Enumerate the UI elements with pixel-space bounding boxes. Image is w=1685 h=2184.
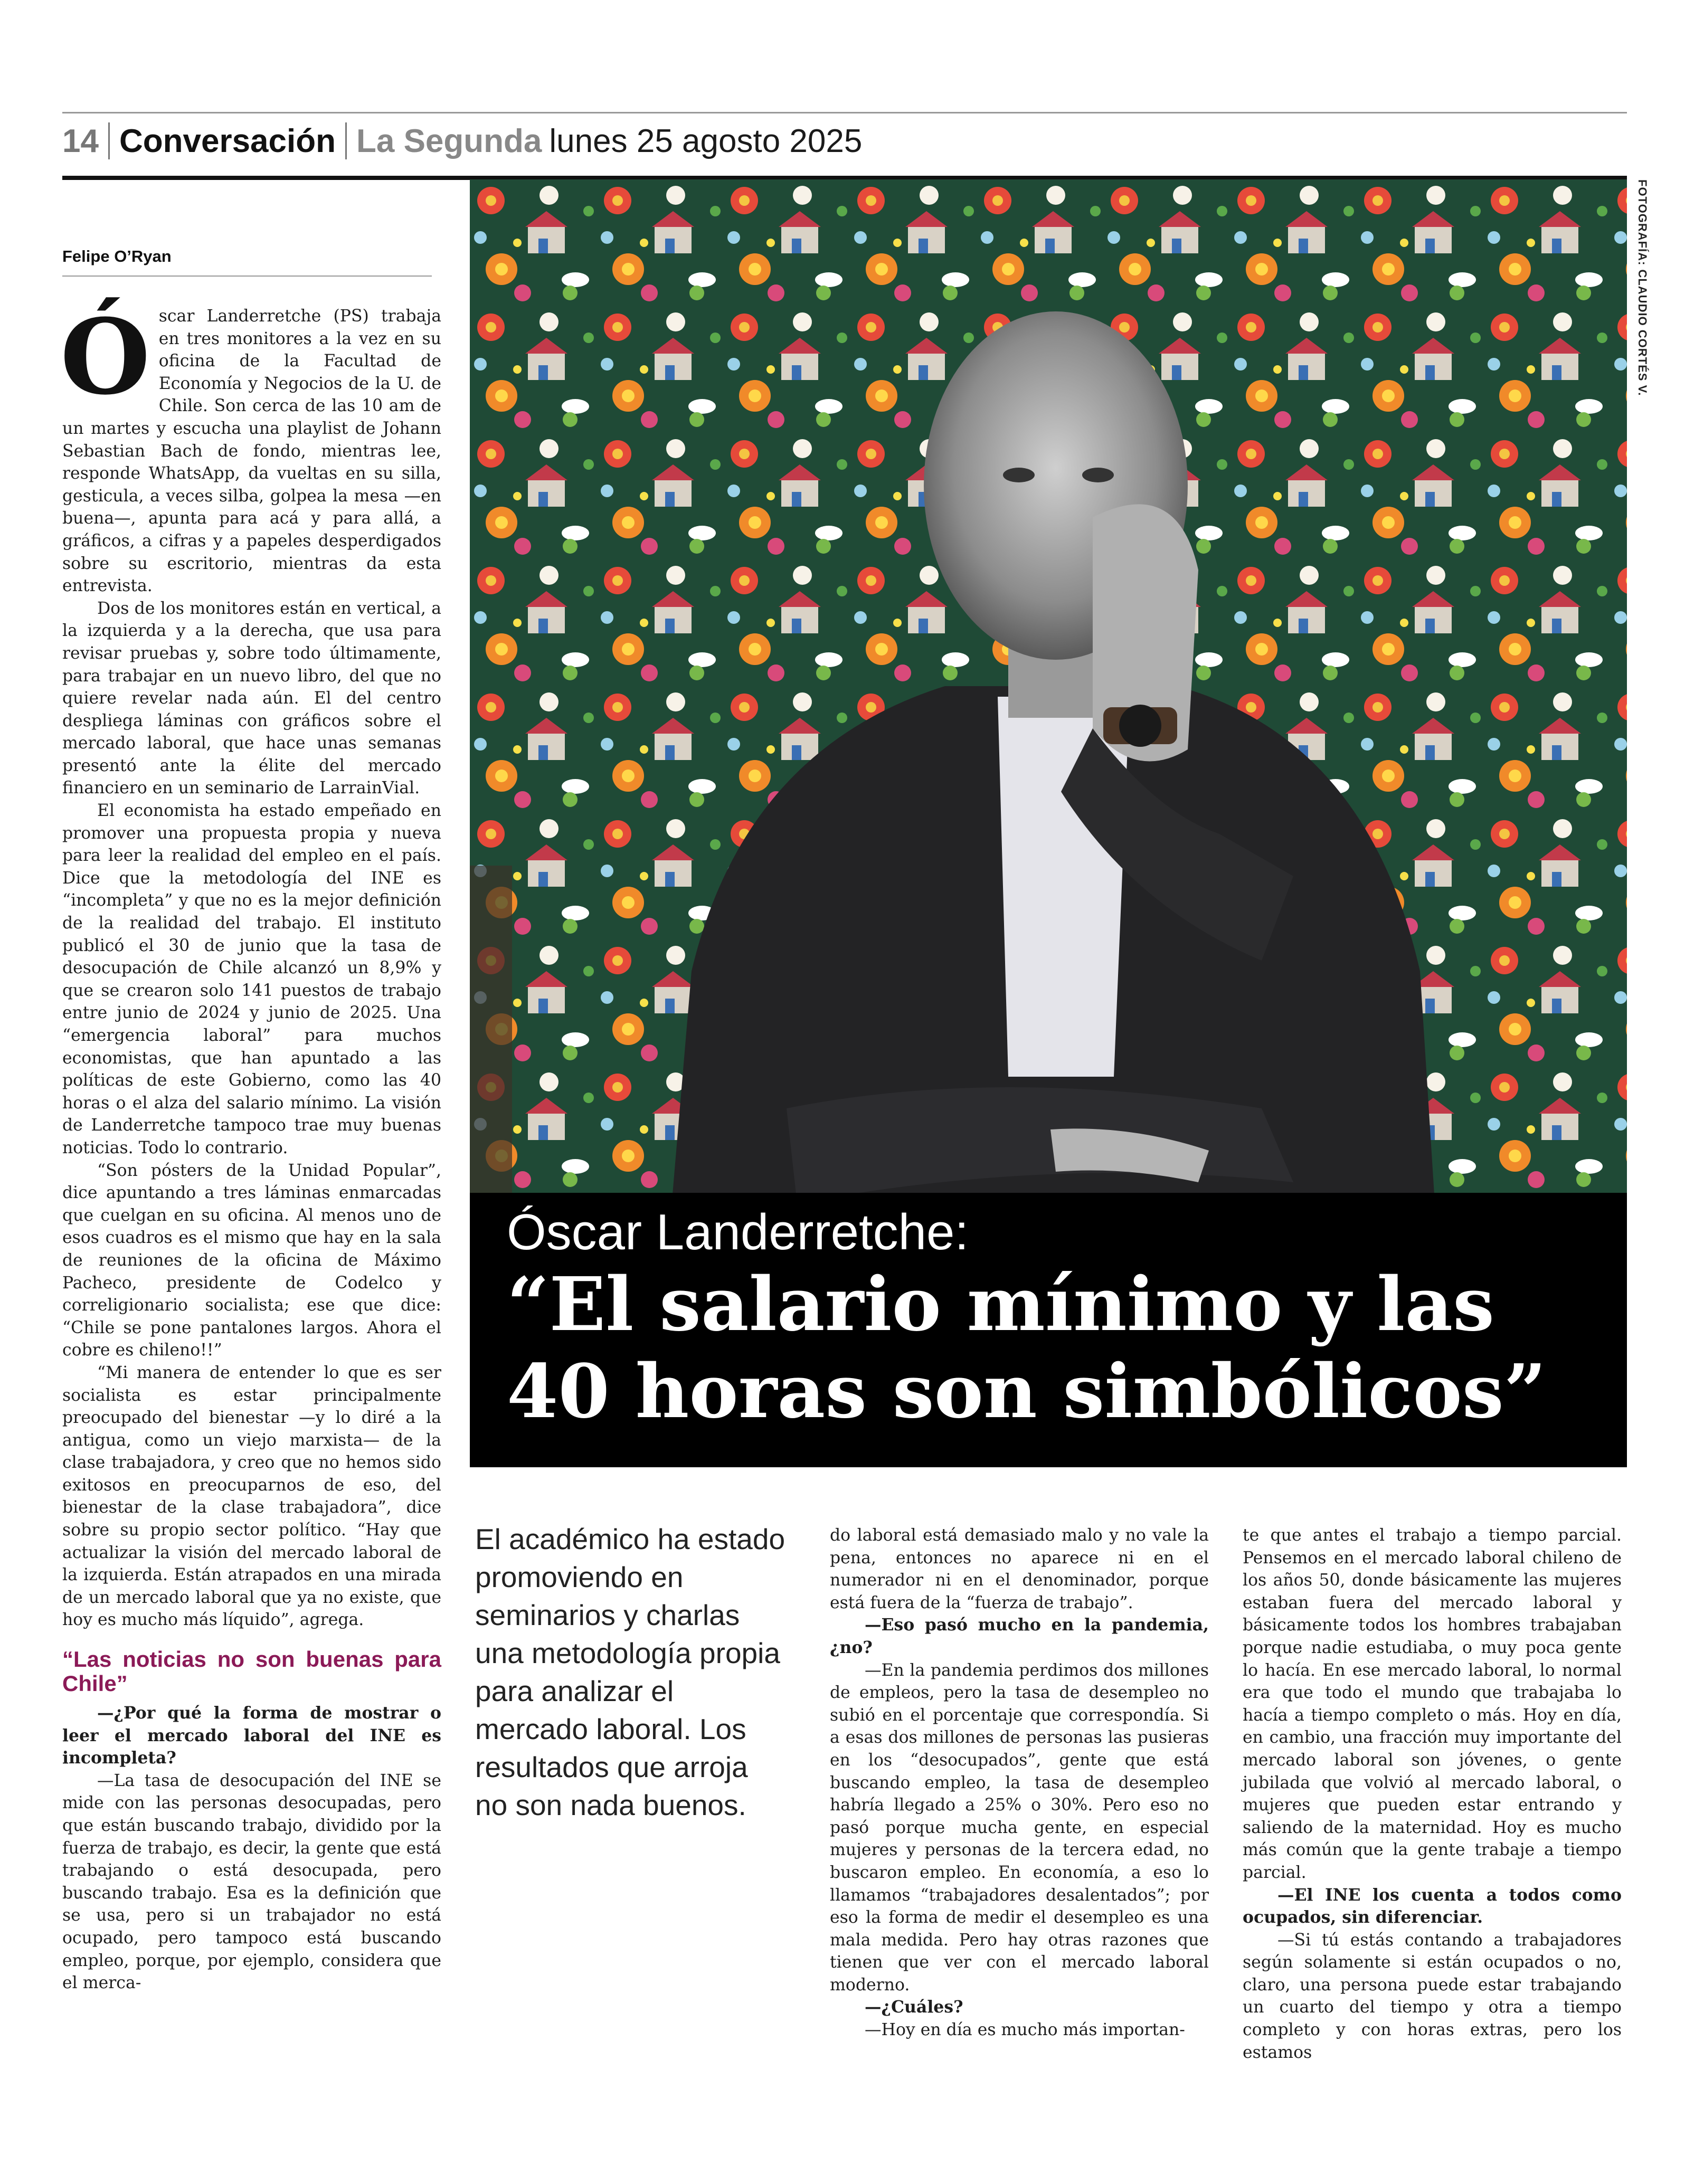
photo-credit: FOTOGRAFÍA: CLAUDIO CORTÉS V.	[1636, 179, 1649, 396]
headline-kicker: Óscar Landerretche:	[507, 1204, 969, 1260]
article-column-1	[60, 297, 441, 1995]
interview-question: —El INE los cuenta a todos como ocupados, sin diferenciar.	[1243, 1885, 1622, 1927]
paragraph: “Son pósters de la Unidad Popular”, dice apuntando a tres láminas enmarcadas que cuelgan en su oficina. Al menos uno de esos cuadros es el mismo que hay en la sala de reuniones de la oficina de Máximo Pacheco, presidente de Codelco y correligionario socialista; ese que dice: “Chile se pone pantalones largos. Ahora el cobre es chileno!!”	[62, 1161, 441, 1360]
article-column-3	[830, 1524, 1209, 2041]
paragraph: te que antes el trabajo a tiempo parcial. Pensemos en el mercado laboral chileno de los años 50, donde básicamente las mujeres estaban fuera del mercado laboral y básicamente todos los hombres trabajaban porque nadie estudiaba, o muy poca gente lo hacía. En ese mercado laboral, lo normal era que todo el mundo que trabajaba lo hacía a tiempo completo o más. Hoy en día, en cambio, una fracción muy importante del mercado laboral son jóvenes, o gente jubilada que volvió al mercado laboral, o mujeres que pueden estar entrando y saliendo de la maternidad. Hoy es mucho más común que la gente trabaje a tiempo parcial.	[1243, 1526, 1622, 1882]
paragraph: Dos de los monitores están en vertical, a la izquierda y a la derecha, que usa para revisar pruebas y, sobre todo últimamente, para trabajar en un nuevo libro, del que no quiere revelar nada aún. El del centro despliega láminas con gráficos sobre el mercado laboral, que hace unas semanas presentó ante la élite del mercado financiero en un seminario de LarrainVial.	[62, 599, 441, 798]
issue-date: lunes 25 agosto 2025	[549, 122, 863, 159]
interview-question: —¿Cuáles?	[865, 1997, 963, 2017]
interview-question: —¿Por qué la forma de mostrar o leer el mercado laboral del INE es incompleta?	[62, 1703, 441, 1768]
subheading: “Las noticias no son buenas para Chile”	[62, 1647, 441, 1696]
article-column-4	[1243, 1524, 1622, 2064]
paragraph: El economista ha estado empeñado en promover una propuesta propia y nueva para leer la realidad del empleo en el país. Dice que la metodología del INE es “incompleta” y que no es la mejor definición de la realidad del trabajo. El instituto publicó el 30 de junio que la tasa de desocupación de Chile alcanzó un 8,9% y que se crearon solo 141 puestos de trabajo entre junio de 2024 y junio de 2025. Una “emergencia laboral” para muchos economistas, que han apuntado a las políticas de este Gobierno, como las 40 horas o el alza del salario mínimo. La visión de Landerretche tampoco trae muy buenas noticias. Todo lo contrario.	[62, 801, 441, 1157]
page-number: 14	[62, 122, 99, 159]
page-header	[62, 117, 862, 165]
header-divider	[108, 122, 110, 159]
header-divider	[345, 122, 347, 159]
interview-answer: —En la pandemia perdimos dos millones de empleos, pero la tasa de desempleo no subió en el porcentaje que correspondía. Si a esas dos millones de personas las pusieras en los “desocupados”, gente que está buscando empleo, la tasa de desempleo habría llegado a 25% o 30%. Pero eso no pasó porque mucha gente, en especial mujeres y personas de la tercera edad, no buscaron empleo. En economía, a eso lo llamamos “trabajadores desalentados”; por eso la forma de medir el desempleo es una mala medida. Pero hay otras razones que tienen que ver con el mercado laboral moderno.	[830, 1660, 1209, 1995]
byline-rule	[62, 276, 432, 277]
article-summary: El académico ha estado promoviendo en seminarios y charlas una metodología propia para analizar el mercado laboral. Los resultados que arroja no son nada buenos.	[475, 1523, 785, 1821]
interview-question: —Eso pasó mucho en la pandemia, ¿no?	[830, 1615, 1209, 1657]
drop-cap: Ó	[60, 297, 150, 418]
interview-answer: —Hoy en día es mucho más importan-	[865, 2020, 1185, 2040]
section-title: Conversación	[119, 122, 336, 159]
paragraph: scar Landerretche (PS) trabaja en tres monitores a la vez en su oficina de la Facultad de Economía y Negocios de la U. de Chile. Son cerca de las 10 am de un martes y escucha una playlist de Johann Sebastian Bach de fondo, mientras lee, responde WhatsApp, da vueltas en su silla, gesticula, a veces silba, golpea la mesa —en buena—, apunta para acá y para allá, a gráficos, a cifras y a papeles desperdigados sobre su escritorio, mientras da esta entrevista.	[62, 307, 441, 596]
interview-answer: —La tasa de desocupación del INE se mide con las personas desocupadas, pero que están buscando trabajo, dividido por la fuerza de trabajo, es decir, la gente que está trabajando o está desocupada, pero buscando trabajo. Esa es la definición que se usa, pero si un trabajador no está ocupado, pero tampoco está buscando empleo, porque, por ejemplo, considera que el merca-	[62, 1771, 441, 1993]
newspaper-name: La Segunda	[356, 122, 542, 159]
byline: Felipe O’Ryan	[62, 247, 172, 265]
header-top-rule	[62, 112, 1627, 113]
paragraph: “Mi manera de entender lo que es ser socialista es estar principalmente preocupado del bienestar —y lo diré a la antigua, como un viejo marxista— de la clase trabajadora, y creo que no hemos sido exitosos en preocuparnos de eso, del bienestar de la clase trabajadora”, dice sobre su propio sector político. “Hay que actualizar la visión del mercado laboral de la izquierda. Están atrapados en una mirada de un mercado laboral que ya no existe, que hoy es mucho más líquido”, agrega.	[62, 1363, 441, 1630]
headline-title: “El salario mínimo y las 40 horas son simbólicos”	[507, 1261, 1547, 1435]
interview-answer: —Si tú estás contando a trabajadores según solamente si están ocupados o no, claro, una persona puede estar trabajando un cuarto del tiempo y otra a tiempo completo y con horas extras, pero los estamos	[1243, 1930, 1622, 2062]
paragraph: do laboral está demasiado malo y no vale la pena, entonces no aparece ni en el numerador ni en el denominador, porque está fuera de la “fuerza de trabajo”.	[830, 1526, 1209, 1612]
